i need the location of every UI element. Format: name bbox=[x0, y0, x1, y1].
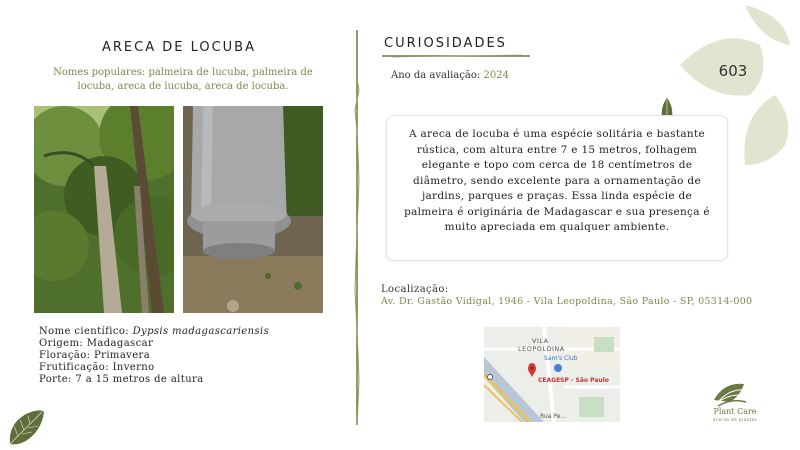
scientific-name-row bbox=[39, 326, 339, 338]
location-map[interactable] bbox=[484, 327, 620, 422]
palm-trunk-photo bbox=[183, 106, 323, 313]
evaluation-year bbox=[391, 70, 509, 81]
curiosities-heading: CURIOSIDADES bbox=[384, 36, 507, 51]
fruiting: Frutificação: Inverno bbox=[39, 362, 155, 373]
popular-names: Nomes populares: palmeira de lucuba, palmeira de locuba, areca de lucuba, areca de locuba. bbox=[53, 67, 313, 92]
vertical-divider bbox=[352, 30, 362, 425]
flowering: Floração: Primavera bbox=[39, 350, 151, 361]
heading-underline bbox=[382, 53, 530, 59]
location-label: Localização: bbox=[381, 284, 449, 295]
plant-title: ARECA DE LOCUBA bbox=[101, 40, 256, 55]
scientific-name-value: Dypsis madagascariensis bbox=[132, 326, 270, 337]
plant-facts bbox=[39, 326, 339, 386]
map-poi-ceagesp: CEAGESP - São Paulo bbox=[538, 377, 609, 384]
location-address[interactable]: Av. Dr. Gastão Vidigal, 1946 - Vila Leopoldina, São Paulo - SP, 05314-000 bbox=[381, 296, 753, 307]
scientific-name-label: Nome científico: bbox=[39, 326, 130, 337]
size: Porte: 7 a 15 metros de altura bbox=[39, 374, 204, 385]
map-poi-sams-club: Sam's Club bbox=[544, 355, 578, 362]
brand-name: Plant Care bbox=[713, 407, 757, 416]
origin: Origem: Madagascar bbox=[39, 338, 154, 349]
palm-canopy-photo bbox=[34, 106, 174, 313]
year-value: 2024 bbox=[483, 70, 509, 81]
map-street-label: Rua Pe... bbox=[540, 413, 567, 420]
map-district-line1: VILA bbox=[532, 337, 549, 345]
brand-tagline: acervo de plantas bbox=[712, 417, 758, 422]
description-text: A areca de locuba é uma espécie solitária e bastante rústica, com altura entre 7 e 15 metros, folhagem elegante e topo com cerca de 18 centímetros de diâmetro, sendo excelente para a ornamentação de jardins, parques e praças. Essa linda espécie de palmeira é originária de Madagascar e sua presença é muito apreciada em qualquer ambiente. bbox=[404, 128, 710, 233]
map-district-line2: LEOPOLDINA bbox=[518, 345, 565, 353]
page-number: 603 bbox=[718, 62, 748, 80]
leaf-icon bbox=[6, 406, 46, 446]
year-label: Ano da avaliação: bbox=[391, 70, 481, 81]
